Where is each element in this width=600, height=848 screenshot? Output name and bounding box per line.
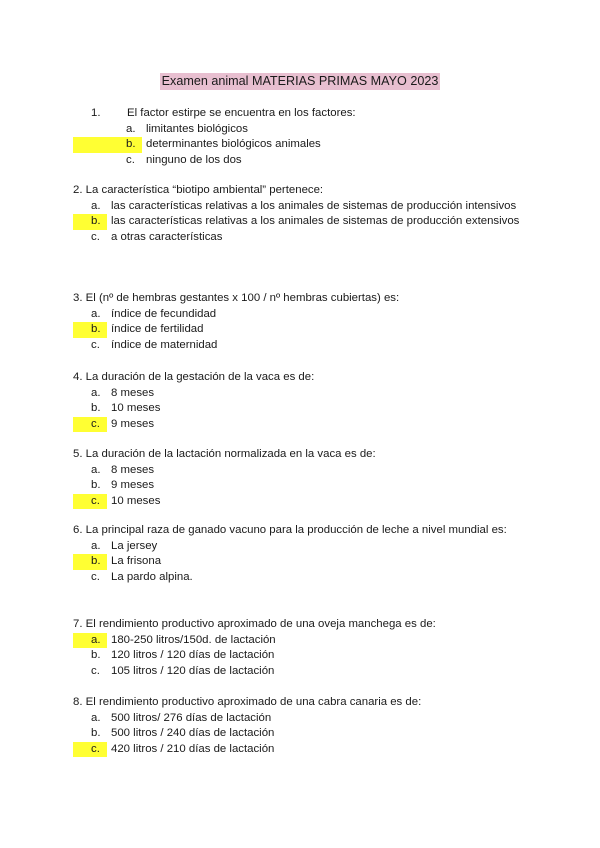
option-letter: a. <box>91 307 101 320</box>
option-letter-highlighted: c. <box>73 494 107 510</box>
option-letter-highlighted: b. <box>73 137 142 153</box>
option-letter: b. <box>91 402 101 415</box>
option-letter-highlighted: b. <box>73 554 107 570</box>
question-label: El factor estirpe se encuentra en los factores: <box>127 107 356 119</box>
option-text: determinantes biológicos animales <box>146 138 321 151</box>
option-c <box>73 338 526 354</box>
question-7 <box>73 617 526 679</box>
option-letter: c. <box>91 230 100 243</box>
option-list <box>73 463 526 510</box>
option-list <box>73 633 526 680</box>
option-text: índice de fecundidad <box>111 307 217 320</box>
question-text: 8. El rendimiento productivo aproximado de una cabra canaria es de: <box>73 696 422 708</box>
option-letter: a. <box>91 199 101 212</box>
option-text: 500 litros / 240 días de lactación <box>111 727 275 740</box>
option-b <box>73 554 526 570</box>
option-letter: c. <box>91 338 100 351</box>
question-text: 6. La principal raza de ganado vacuno para la producción de leche a nivel mundial es: <box>73 524 507 536</box>
option-text: las características relativas a los animales de sistemas de producción extensivos <box>111 215 520 228</box>
option-letter: c. <box>91 570 100 583</box>
option-c <box>73 417 526 433</box>
question-text: 3. El (nº de hembras gestantes x 100 / nº hembras cubiertas) es: <box>73 292 400 304</box>
option-c <box>73 153 526 169</box>
question-2 <box>73 183 526 245</box>
option-letter: c. <box>126 153 135 166</box>
option-c <box>73 570 526 586</box>
option-text: a otras características <box>111 230 223 243</box>
option-text: 9 meses <box>111 417 155 430</box>
question-text: 4. La duración de la gestación de la vaca es de: <box>73 371 315 383</box>
option-letter: a. <box>126 122 136 135</box>
option-a <box>73 463 526 479</box>
option-letter: b. <box>91 649 101 662</box>
option-letter: b. <box>91 479 101 492</box>
option-b <box>73 137 526 153</box>
option-letter-highlighted: b. <box>73 322 107 338</box>
option-a <box>73 122 526 138</box>
option-text: ninguno de los dos <box>146 153 242 166</box>
option-letter-highlighted: b. <box>73 214 107 230</box>
question-text <box>73 106 526 122</box>
page-title: Examen animal MATERIAS PRIMAS MAYO 2023 <box>161 74 439 88</box>
option-a <box>73 386 526 402</box>
option-c <box>73 664 526 680</box>
option-list <box>73 539 526 586</box>
question-8 <box>73 695 526 757</box>
option-c <box>73 230 526 246</box>
option-text: La jersey <box>111 539 158 552</box>
question-5 <box>73 447 526 509</box>
option-a <box>73 539 526 555</box>
option-text: 8 meses <box>111 386 155 399</box>
option-text: limitantes biológicos <box>146 122 248 135</box>
option-letter-highlighted: a. <box>73 633 107 649</box>
option-b <box>73 214 526 230</box>
option-letter: c. <box>91 664 100 677</box>
option-list <box>73 199 526 246</box>
question-text: 2. La característica “biotipo ambiental” pertenece: <box>73 184 324 196</box>
question-text: 7. El rendimiento productivo aproximado de una oveja manchega es de: <box>73 618 436 630</box>
question-3 <box>73 291 526 353</box>
option-text: 8 meses <box>111 463 155 476</box>
option-b <box>73 401 526 417</box>
option-letter: a. <box>91 463 101 476</box>
option-a <box>73 307 526 323</box>
option-b <box>73 726 526 742</box>
option-a <box>73 199 526 215</box>
option-text: 105 litros / 120 días de lactación <box>111 664 275 677</box>
option-text: 10 meses <box>111 494 161 507</box>
option-text: 180-250 litros/150d. de lactación <box>111 633 276 646</box>
option-text: 500 litros/ 276 días de lactación <box>111 711 272 724</box>
option-c <box>73 494 526 510</box>
option-letter: a. <box>91 386 101 399</box>
question-6 <box>73 523 526 585</box>
option-text: índice de fertilidad <box>111 323 204 336</box>
option-text: 120 litros / 120 días de lactación <box>111 649 275 662</box>
option-c <box>73 742 526 758</box>
option-a <box>73 711 526 727</box>
option-text: índice de maternidad <box>111 338 218 351</box>
option-list <box>73 711 526 758</box>
option-list <box>73 307 526 354</box>
question-1 <box>73 106 526 168</box>
question-4 <box>73 370 526 432</box>
option-list <box>73 122 526 169</box>
option-letter: a. <box>91 539 101 552</box>
option-b <box>73 322 526 338</box>
option-letter: b. <box>91 727 101 740</box>
option-letter: a. <box>91 711 101 724</box>
option-text: 420 litros / 210 días de lactación <box>111 742 275 755</box>
option-text: las características relativas a los animales de sistemas de producción intensivos <box>111 199 517 212</box>
option-b <box>73 478 526 494</box>
option-letter-highlighted: c. <box>73 417 107 433</box>
option-text: La pardo alpina. <box>111 570 193 583</box>
option-text: 9 meses <box>111 479 155 492</box>
option-b <box>73 648 526 664</box>
option-a <box>73 633 526 649</box>
option-text: 10 meses <box>111 402 161 415</box>
title-wrap <box>0 73 600 90</box>
question-text: 5. La duración de la lactación normalizada en la vaca es de: <box>73 448 376 460</box>
option-list <box>73 386 526 433</box>
option-letter-highlighted: c. <box>73 742 107 758</box>
option-text: La frisona <box>111 555 162 568</box>
question-number: 1. <box>91 107 101 119</box>
